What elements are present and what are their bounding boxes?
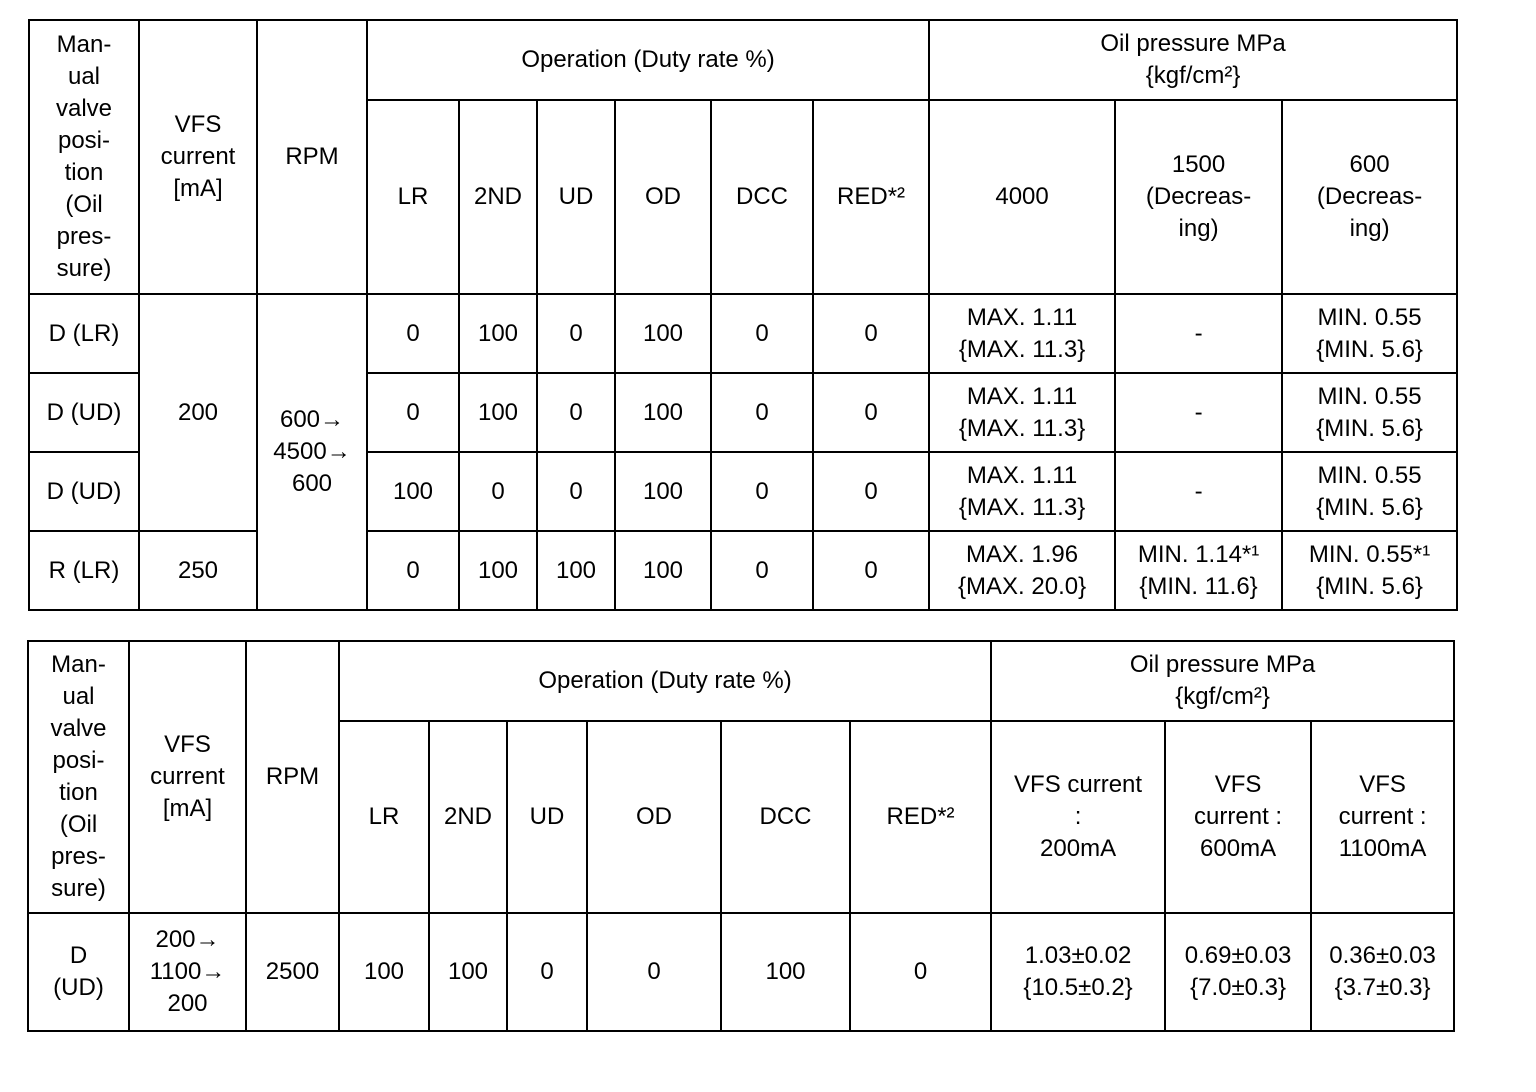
- table-row: [29, 531, 1457, 610]
- duty-lr-cell: 100: [367, 452, 459, 531]
- vfs-current-cell: 200: [139, 294, 257, 531]
- vfs-current-cell: 250: [139, 531, 257, 610]
- duty-dcc-cell: 0: [711, 294, 813, 373]
- pressure-1500-cell: MIN. 1.14*¹ {MIN. 11.6}: [1115, 531, 1282, 610]
- header-red: RED*²: [850, 721, 991, 913]
- duty-ud-cell: 0: [537, 373, 615, 452]
- table-row: [29, 294, 1457, 373]
- pressure-vfs-200ma-cell: 1.03±0.02 {10.5±0.2}: [991, 913, 1165, 1031]
- header-rpm: RPM: [246, 641, 339, 913]
- duty-red-cell: 0: [813, 294, 929, 373]
- header-red-label: RED*²: [837, 183, 906, 210]
- header-row: [28, 641, 1454, 721]
- duty-od-cell: 0: [587, 913, 721, 1031]
- header-oil-pressure: Oil pressure MPa {kgf/cm²}: [991, 641, 1454, 721]
- header-red: [813, 100, 929, 294]
- rpm-cell: 2500: [246, 913, 339, 1031]
- header-ud: UD: [537, 100, 615, 294]
- duty-od-cell: 100: [615, 531, 711, 610]
- header-manual-valve-position: Man- ual valve posi- tion (Oil pres- sure): [29, 20, 139, 294]
- header-lr: LR: [367, 100, 459, 294]
- duty-ud-cell: 100: [537, 531, 615, 610]
- header-dcc: DCC: [711, 100, 813, 294]
- header-2nd: 2ND: [459, 100, 537, 294]
- pressure-4000-cell: MAX. 1.96 {MAX. 20.0}: [929, 531, 1115, 610]
- valve-position-cell: D (LR): [29, 294, 139, 373]
- duty-red-cell: 0: [813, 531, 929, 610]
- duty-red-cell: 0: [813, 373, 929, 452]
- header-ud: UD: [507, 721, 587, 913]
- pressure-4000-cell: MAX. 1.11 {MAX. 11.3}: [929, 452, 1115, 531]
- duty-od-cell: 100: [615, 452, 711, 531]
- duty-dcc-cell: 0: [711, 531, 813, 610]
- duty-dcc-cell: 100: [721, 913, 850, 1031]
- header-manual-valve-position: Man- ual valve posi- tion (Oil pres- sure): [28, 641, 129, 913]
- pressure-vfs-600ma-cell: 0.69±0.03 {7.0±0.3}: [1165, 913, 1311, 1031]
- oil-pressure-table-2: [27, 640, 1455, 1032]
- pressure-600-cell: MIN. 0.55 {MIN. 5.6}: [1282, 294, 1457, 373]
- pressure-600-cell: MIN. 0.55 {MIN. 5.6}: [1282, 452, 1457, 531]
- duty-2nd-cell: 100: [429, 913, 507, 1031]
- pressure-600-cell: MIN. 0.55 {MIN. 5.6}: [1282, 373, 1457, 452]
- duty-od-cell: 100: [615, 373, 711, 452]
- header-vfs-1100ma: VFS current : 1100mA: [1311, 721, 1454, 913]
- duty-lr-cell: 0: [367, 373, 459, 452]
- duty-ud-cell: 0: [537, 294, 615, 373]
- header-oil-pressure: Oil pressure MPa {kgf/cm²}: [929, 20, 1457, 100]
- rpm-cell: 600→ 4500→ 600: [257, 294, 367, 610]
- header-vfs-200ma: VFS current : 200mA: [991, 721, 1165, 913]
- header-pressure-4000: 4000: [929, 100, 1115, 294]
- duty-lr-cell: 0: [367, 531, 459, 610]
- pressure-4000-cell: MAX. 1.11 {MAX. 11.3}: [929, 294, 1115, 373]
- duty-2nd-cell: 0: [459, 452, 537, 531]
- table-row: [28, 913, 1454, 1031]
- valve-position-cell: R (LR): [29, 531, 139, 610]
- duty-ud-cell: 0: [507, 913, 587, 1031]
- header-vfs-current: VFS current [mA]: [139, 20, 257, 294]
- duty-dcc-cell: 0: [711, 373, 813, 452]
- duty-ud-cell: 0: [537, 452, 615, 531]
- header-2nd: 2ND: [429, 721, 507, 913]
- pressure-1500-cell: -: [1115, 294, 1282, 373]
- header-operation-duty-rate: Operation (Duty rate %): [339, 641, 991, 721]
- header-od: OD: [587, 721, 721, 913]
- duty-dcc-cell: 0: [711, 452, 813, 531]
- header-dcc: DCC: [721, 721, 850, 913]
- pressure-600-cell: MIN. 0.55*¹ {MIN. 5.6}: [1282, 531, 1457, 610]
- duty-2nd-cell: 100: [459, 531, 537, 610]
- duty-lr-cell: 100: [339, 913, 429, 1031]
- header-vfs-600ma: VFS current : 600mA: [1165, 721, 1311, 913]
- header-row: [29, 20, 1457, 100]
- duty-red-cell: 0: [813, 452, 929, 531]
- pressure-4000-cell: MAX. 1.11 {MAX. 11.3}: [929, 373, 1115, 452]
- header-pressure-1500: 1500 (Decreas- ing): [1115, 100, 1282, 294]
- valve-position-cell: D (UD): [29, 452, 139, 531]
- header-lr: LR: [339, 721, 429, 913]
- valve-position-cell: D (UD): [29, 373, 139, 452]
- header-operation-duty-rate: Operation (Duty rate %): [367, 20, 929, 100]
- duty-red-cell: 0: [850, 913, 991, 1031]
- valve-position-cell: D (UD): [28, 913, 129, 1031]
- header-vfs-current: VFS current [mA]: [129, 641, 246, 913]
- oil-pressure-table-1: [28, 19, 1458, 611]
- duty-2nd-cell: 100: [459, 294, 537, 373]
- duty-lr-cell: 0: [367, 294, 459, 373]
- pressure-1500-cell: -: [1115, 373, 1282, 452]
- vfs-current-cell: 200→ 1100→ 200: [129, 913, 246, 1031]
- header-od: OD: [615, 100, 711, 294]
- duty-2nd-cell: 100: [459, 373, 537, 452]
- duty-od-cell: 100: [615, 294, 711, 373]
- pressure-1500-cell: -: [1115, 452, 1282, 531]
- header-rpm: RPM: [257, 20, 367, 294]
- header-pressure-600: 600 (Decreas- ing): [1282, 100, 1457, 294]
- pressure-vfs-1100ma-cell: 0.36±0.03 {3.7±0.3}: [1311, 913, 1454, 1031]
